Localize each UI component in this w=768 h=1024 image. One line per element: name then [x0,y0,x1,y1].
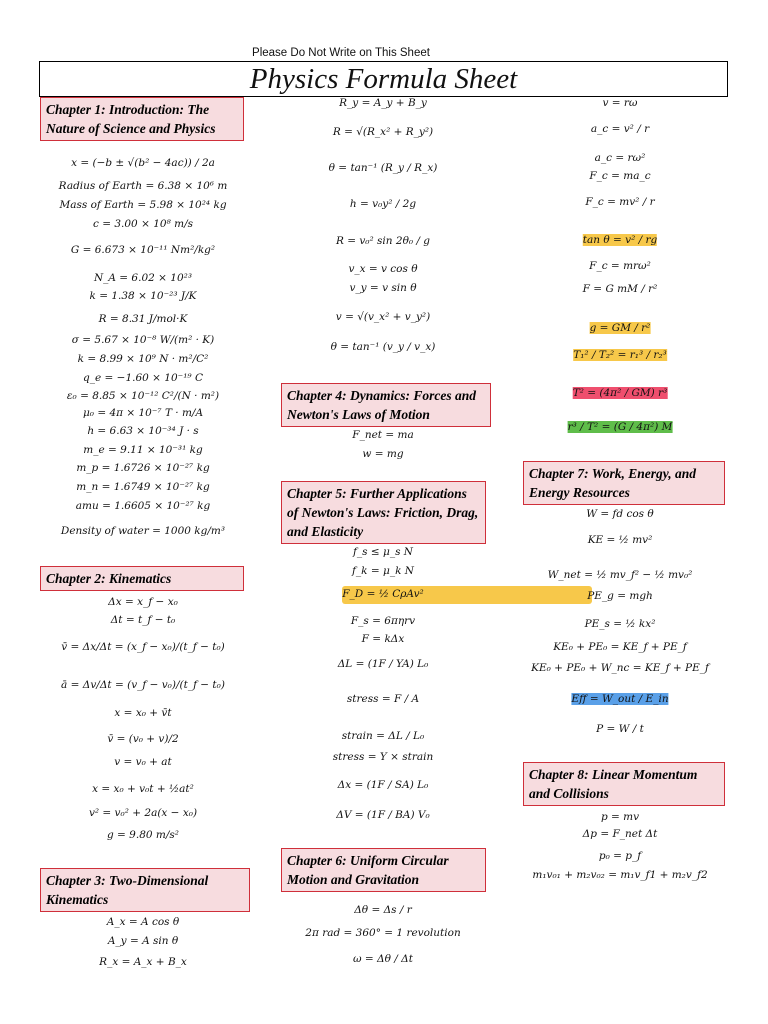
formula: v² = v₀² + 2a(x − x₀) [88,807,198,819]
formula: R_x = A_x + B_x [99,956,187,968]
formula: strain = ΔL / L₀ [341,730,425,742]
formula: Radius of Earth = 6.38 × 10⁶ m [58,180,228,192]
formula: v_x = v cos θ [348,263,418,275]
formula: m_e = 9.11 × 10⁻³¹ kg [83,444,203,456]
formula: PE_g = mgh [587,590,653,602]
chapter-4-header: Chapter 4: Dynamics: Forces and Newton's Laws of Motion [281,383,491,427]
formula: x = x₀ + v₀t + ½at² [92,783,194,795]
formula: R = v₀² sin 2θ₀ / g [335,235,431,247]
formula: p = mv [600,811,640,823]
formula: q_e = −1.60 × 10⁻¹⁹ C [82,372,204,384]
formula: Δt = t_f − t₀ [110,614,176,626]
formula: A_x = A cos θ [106,916,180,928]
formula: f_s ≤ μ_s N [353,546,413,558]
formula: PE_s = ½ kx² [584,618,656,630]
formula: m_n = 1.6749 × 10⁻²⁷ kg [76,481,210,493]
chapter-2-header: Chapter 2: Kinematics [40,566,244,591]
formula: A_y = A sin θ [107,935,179,947]
formula: c = 3.00 × 10⁸ m/s [93,218,193,230]
formula: Δx = x_f − x₀ [108,596,178,608]
chapter-6-header: Chapter 6: Uniform Circular Motion and Gravitation [281,848,486,892]
formula: Eff = W_out / E_in [571,693,669,705]
formula: μ₀ = 4π × 10⁻⁷ T · m/A [82,407,204,419]
formula: k = 1.38 × 10⁻²³ J/K [89,290,197,302]
formula: x = (−b ± √(b² − 4ac)) / 2a [71,157,215,169]
formula: f_k = μ_k N [352,565,414,577]
formula: x = x₀ + v̄t [114,707,172,719]
formula: θ = tan⁻¹ (v_y / v_x) [330,341,436,353]
formula: v_y = v sin θ [349,282,417,294]
formula: k = 8.99 × 10⁹ N · m²/C² [77,353,209,365]
formula: Density of water = 1000 kg/m³ [60,525,226,537]
notice-text: Please Do Not Write on This Sheet [252,47,430,59]
formula: R = √(R_x² + R_y²) [332,126,434,138]
chapter-1-header: Chapter 1: Introduction: The Nature of Science and Physics [40,97,244,141]
title-box [39,61,728,97]
formula: F_c = mrω² [589,260,651,272]
formula: F = G mM / r² [582,283,658,295]
formula: F_c = mv² / r [585,196,655,208]
formula: F_D = ½ CρAv² [342,588,424,600]
formula: T₁² / T₂² = r₁³ / r₂³ [573,349,667,361]
formula: tan θ = v² / rg [582,234,658,246]
page-title: Physics Formula Sheet [249,63,518,95]
formula: W = fd cos θ [586,508,654,520]
formula: amu = 1.6605 × 10⁻²⁷ kg [75,500,211,512]
formula: a_c = v² / r [590,123,650,135]
formula: σ = 5.67 × 10⁻⁸ W/(m² · K) [71,334,215,346]
formula: m_p = 1.6726 × 10⁻²⁷ kg [76,462,210,474]
formula: G = 6.673 × 10⁻¹¹ Nm²/kg² [70,244,216,256]
formula: 2π rad = 360° = 1 revolution [305,927,461,939]
formula: v̄ = (v₀ + v)/2 [107,733,179,745]
formula: g = 9.80 m/s² [106,829,180,841]
formula: F = kΔx [361,633,405,645]
formula: h = 6.63 × 10⁻³⁴ J · s [87,425,199,437]
formula: ā = Δv/Δt = (v_f − v₀)/(t_f − t₀) [61,679,225,691]
formula: stress = F / A [346,693,420,705]
formula: N_A = 6.02 × 10²³ [93,272,193,284]
formula: KE₀ + PE₀ + W_nc = KE_f + PE_f [531,662,709,674]
formula: F_net = ma [352,429,414,441]
formula: ΔL = (1F / YA) L₀ [337,658,429,670]
formula: ω = Δθ / Δt [353,953,413,965]
formula: F_c = ma_c [589,170,651,182]
formula: R_y = A_y + B_y [339,97,427,109]
formula: W_net = ½ mv_f² − ½ mv₀² [547,569,693,581]
formula: ε₀ = 8.85 × 10⁻¹² C²/(N · m²) [66,390,220,402]
formula: g = GM / r² [589,322,651,334]
formula: T² = (4π² / GM) r³ [572,387,668,399]
formula: R = 8.31 J/mol·K [98,313,188,325]
formula: θ = tan⁻¹ (R_y / R_x) [328,162,438,174]
formula: Δp = F_net Δt [582,828,658,840]
formula: Δθ = Δs / r [354,904,412,916]
formula: Δx = (1F / SA) L₀ [337,779,429,791]
formula: KE = ½ mv² [587,534,653,546]
chapter-7-header: Chapter 7: Work, Energy, and Energy Resources [523,461,725,505]
chapter-5-header: Chapter 5: Further Applications of Newton's Laws: Friction, Drag, and Elasticity [281,481,486,544]
formula: v̄ = Δx/Δt = (x_f − x₀)/(t_f − t₀) [61,641,225,653]
chapter-3-header: Chapter 3: Two-Dimensional Kinematics [40,868,250,912]
formula: v = v₀ + at [114,756,172,768]
formula: ΔV = (1F / BA) V₀ [336,809,430,821]
formula: a_c = rω² [594,152,646,164]
formula: r³ / T² = (G / 4π²) M [567,421,673,433]
formula: v = √(v_x² + v_y²) [335,311,431,323]
formula: h = v₀y² / 2g [349,198,417,210]
formula: P = W / t [596,723,644,735]
formula: w = mg [362,448,404,460]
chapter-8-header: Chapter 8: Linear Momentum and Collisions [523,762,725,806]
formula: F_s = 6πηrv [350,615,416,627]
formula: Mass of Earth = 5.98 × 10²⁴ kg [59,199,227,211]
formula: KE₀ + PE₀ = KE_f + PE_f [553,641,687,653]
formula: stress = Y × strain [332,751,434,763]
formula: p₀ = p_f [598,850,642,862]
formula: v = rω [602,97,638,109]
formula: m₁v₀₁ + m₂v₀₂ = m₁v_f1 + m₂v_f2 [532,869,708,881]
